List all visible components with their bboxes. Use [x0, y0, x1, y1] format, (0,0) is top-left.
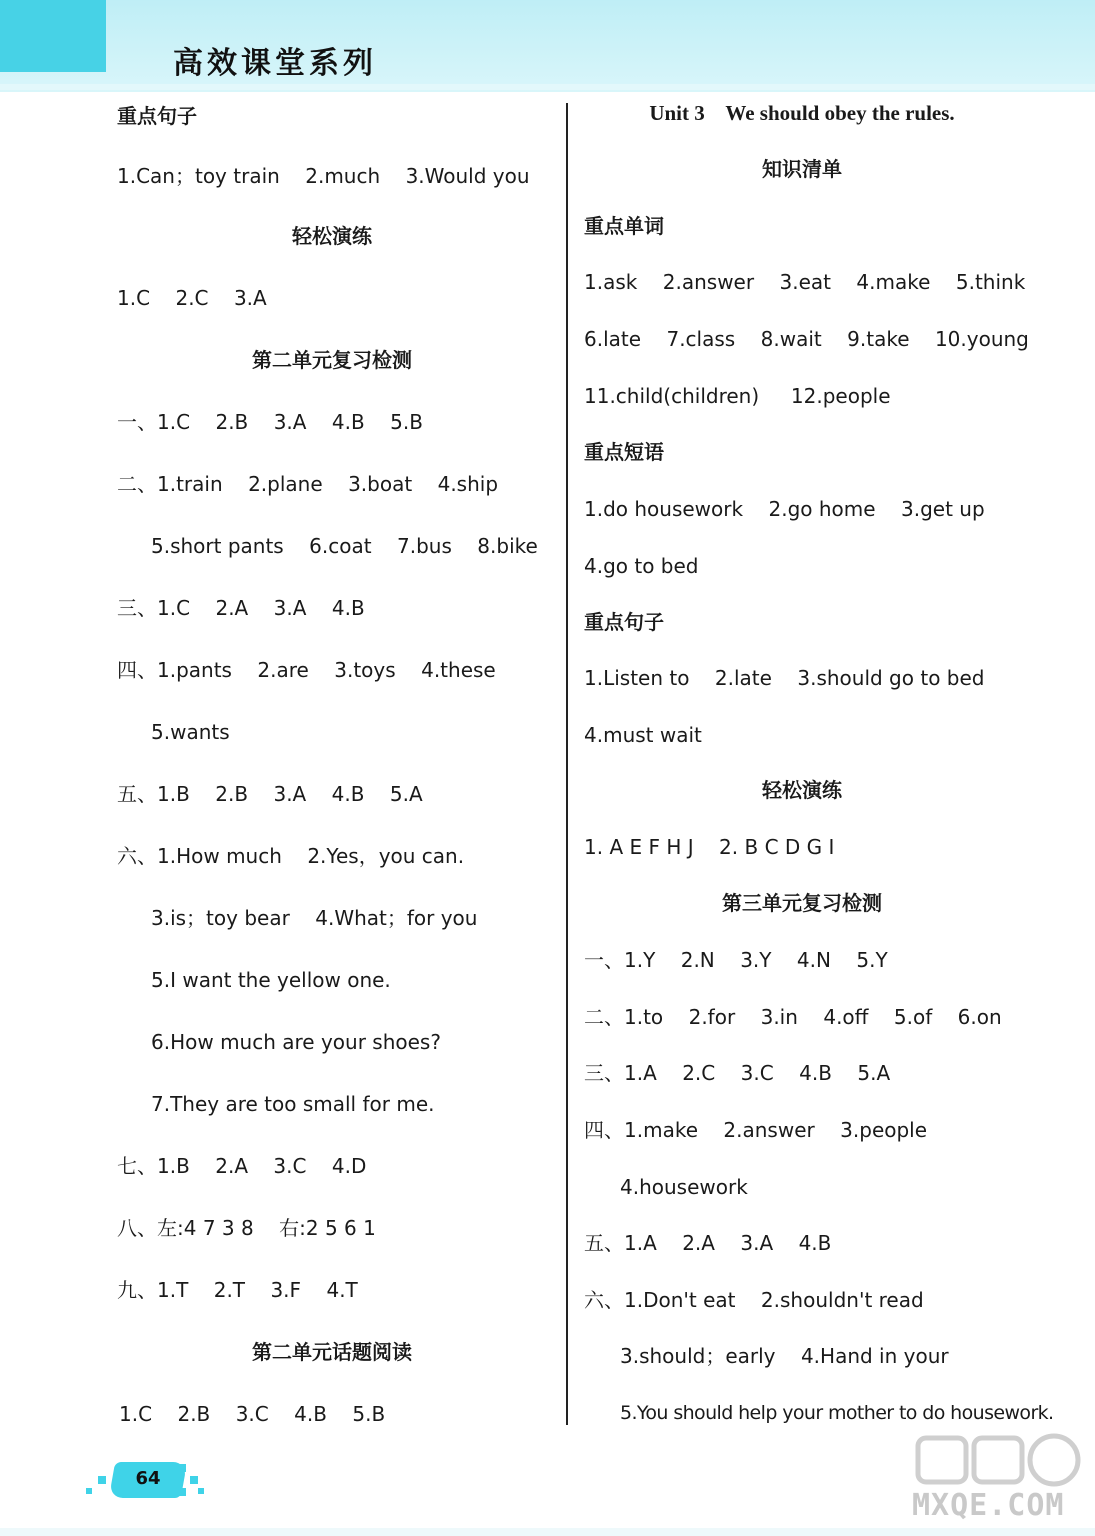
decor-square	[178, 1464, 186, 1472]
decor-square	[190, 1476, 198, 1484]
right-line: 1.do housework 2.go home 3.get up	[584, 497, 985, 521]
right-heading-unit3-review: 第三单元复习检测	[722, 891, 882, 915]
left-heading-practice: 轻松演练	[292, 224, 372, 248]
right-line: 4.go to bed	[584, 554, 699, 578]
right-line: 6.late 7.class 8.wait 9.take 10.young	[584, 327, 1029, 351]
left-line: 五、1.B 2.B 3.A 4.B 5.A	[117, 782, 423, 806]
left-line: 二、1.train 2.plane 3.boat 4.ship	[117, 472, 499, 496]
decor-square	[198, 1488, 204, 1494]
right-heading-key-sentences: 重点句子	[584, 610, 664, 634]
left-heading-unit2-review: 第二单元复习检测	[252, 348, 412, 372]
header-accent-block	[0, 0, 106, 72]
right-line: 4.must wait	[584, 723, 702, 747]
right-line: 1. A E F H J 2. B C D G I	[584, 835, 835, 859]
right-line: 11.child(children) 12.people	[584, 384, 891, 408]
left-line: 1.C 2.C 3.A	[117, 286, 267, 310]
right-line: 5.You should help your mother to do housework.	[620, 1402, 1054, 1424]
left-heading-unit2-reading: 第二单元话题阅读	[252, 1340, 412, 1364]
series-title: 高效课堂系列	[173, 46, 377, 81]
left-line: 5.wants	[151, 720, 230, 744]
decor-square	[86, 1488, 92, 1494]
right-line: 1.Listen to 2.late 3.should go to bed	[584, 666, 985, 690]
left-line: 三、1.C 2.A 3.A 4.B	[117, 596, 365, 620]
left-line: 1.Can；toy train 2.much 3.Would you	[117, 164, 530, 188]
decor-square	[178, 1488, 186, 1496]
left-line: 四、1.pants 2.are 3.toys 4.these	[117, 658, 496, 682]
header-stripe	[0, 84, 1095, 90]
left-line: 7.They are too small for me.	[151, 1092, 435, 1116]
right-heading-practice: 轻松演练	[762, 778, 842, 802]
right-line: 1.ask 2.answer 3.eat 4.make 5.think	[584, 270, 1026, 294]
right-heading-key-phrases: 重点短语	[584, 440, 664, 464]
right-line: 3.should；early 4.Hand in your	[620, 1344, 949, 1368]
left-line: 5.I want the yellow one.	[151, 968, 391, 992]
right-line: 三、1.A 2.C 3.C 4.B 5.A	[584, 1061, 891, 1085]
page-number: 64	[135, 1468, 161, 1489]
right-heading-key-words: 重点单词	[584, 214, 664, 238]
column-divider	[566, 103, 568, 1425]
right-line: 四、1.make 2.answer 3.people	[584, 1118, 928, 1142]
left-heading-key-sentences: 重点句子	[117, 104, 197, 128]
left-line: 5.short pants 6.coat 7.bus 8.bike	[151, 534, 538, 558]
left-line: 九、1.T 2.T 3.F 4.T	[117, 1278, 358, 1302]
page-header	[0, 0, 1095, 92]
decor-square	[98, 1476, 106, 1484]
right-line: 4.housework	[620, 1175, 748, 1199]
unit-title: Unit 3 We should obey the rules.	[649, 101, 955, 125]
right-line: 一、1.Y 2.N 3.Y 4.N 5.Y	[584, 948, 888, 972]
right-heading-knowledge-list: 知识清单	[762, 157, 842, 181]
left-line: 3.is；toy bear 4.What；for you	[151, 906, 478, 930]
left-line: 1.C 2.B 3.C 4.B 5.B	[119, 1402, 386, 1426]
left-line: 6.How much are your shoes?	[151, 1030, 441, 1054]
left-line: 七、1.B 2.A 3.C 4.D	[117, 1154, 367, 1178]
left-line: 一、1.C 2.B 3.A 4.B 5.B	[117, 410, 423, 434]
right-line: 二、1.to 2.for 3.in 4.off 5.of 6.on	[584, 1005, 1002, 1029]
watermark-text: MXQE.COM	[912, 1488, 1065, 1523]
right-line: 六、1.Don't eat 2.shouldn't read	[584, 1288, 924, 1312]
right-line: 五、1.A 2.A 3.A 4.B	[584, 1231, 832, 1255]
left-line: 八、左:4 7 3 8 右:2 5 6 1	[117, 1216, 376, 1240]
bottom-band	[0, 1528, 1095, 1536]
left-line: 六、1.How much 2.Yes，you can.	[117, 844, 465, 868]
